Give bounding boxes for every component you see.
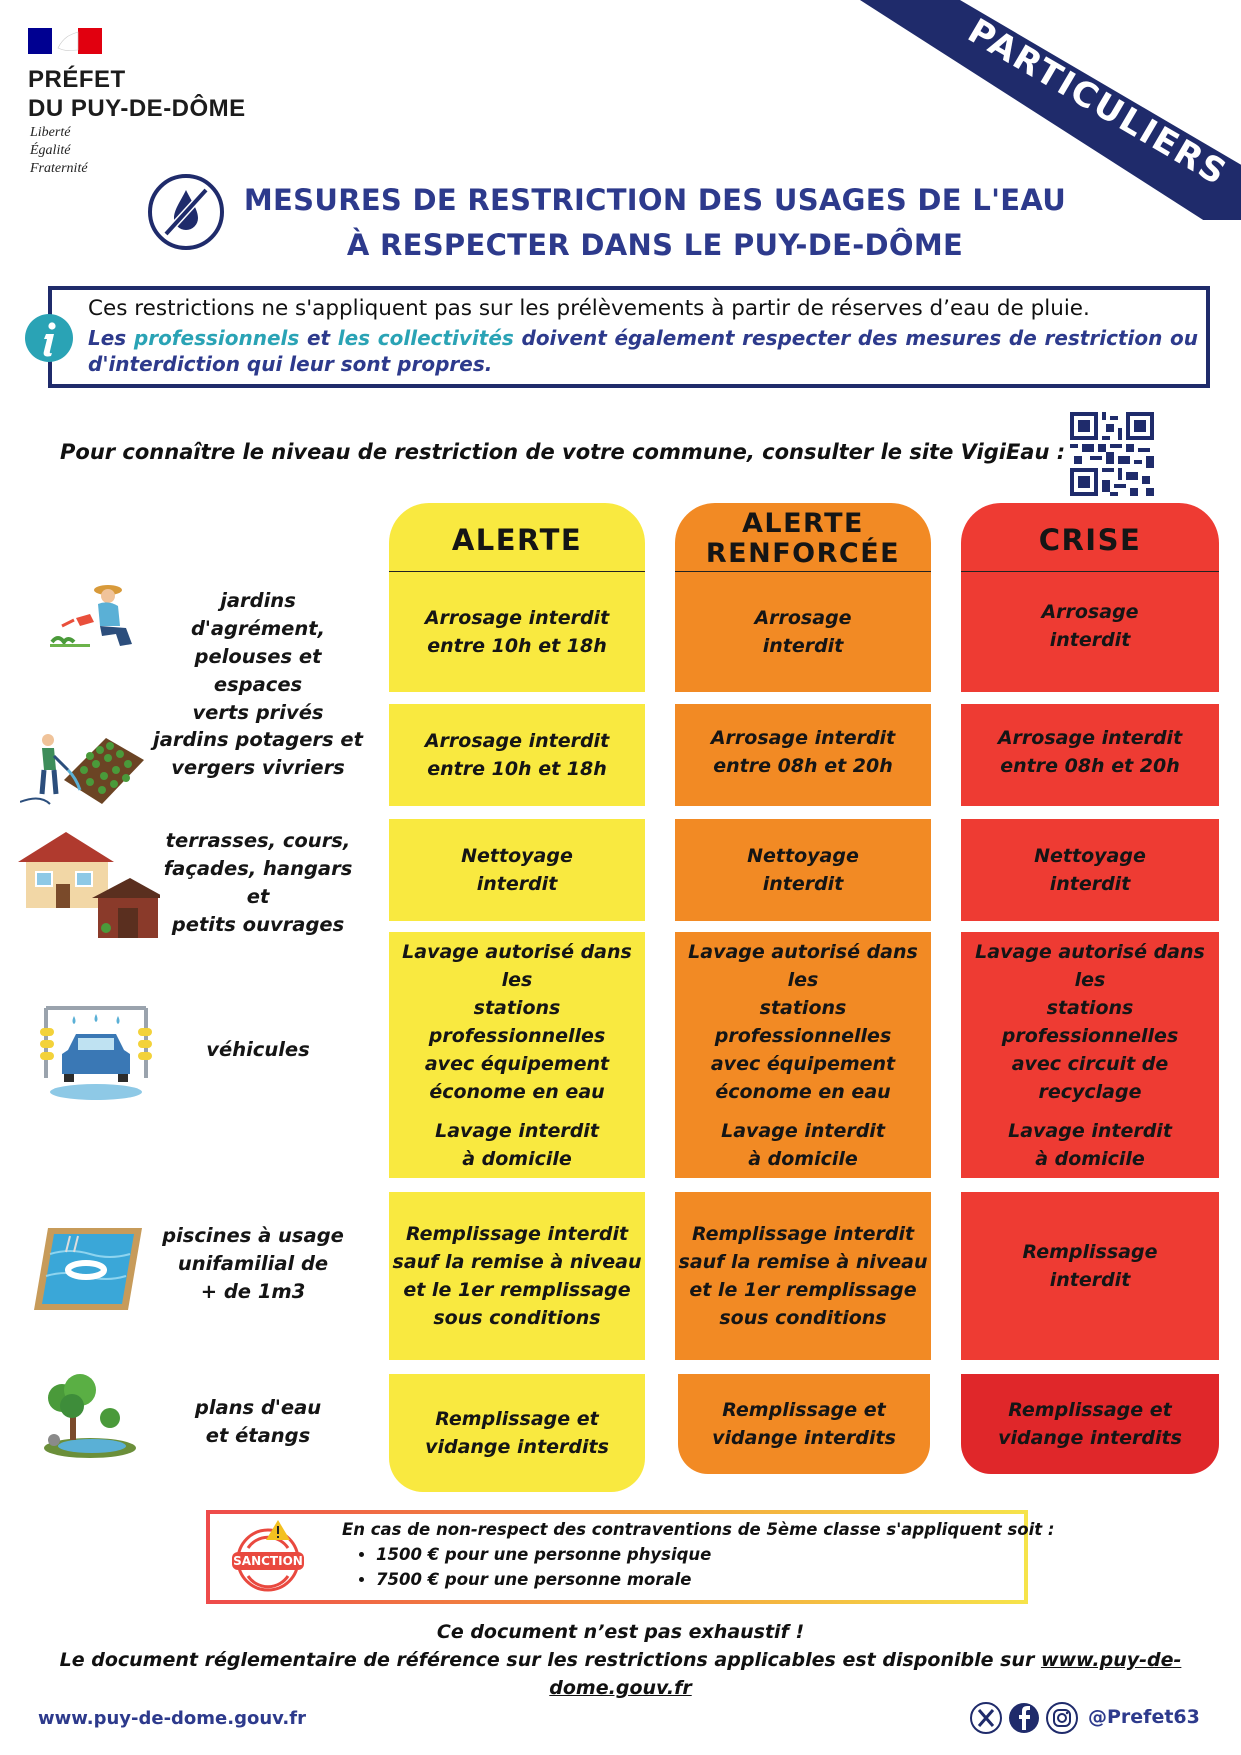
cell-line: économe en eau: [429, 1080, 605, 1103]
cell-crise-piscines: [961, 1192, 1219, 1360]
row-label-piscines: [140, 1222, 366, 1306]
row-label-line: unifamilial de: [177, 1252, 329, 1275]
car-wash-icon: [40, 1004, 152, 1104]
row-label-line: vergers vivriers: [171, 756, 345, 779]
footer-note: [0, 1618, 1241, 1702]
info-line1: Ces restrictions ne s'appliquent pas sur les prélèvements à partir de réserves d’eau de pluie.: [88, 296, 1090, 321]
row-label-line: piscines à usage: [162, 1224, 344, 1247]
cell-line: sauf la remise à niveau: [392, 1251, 642, 1273]
cell-crise-terrasses: [961, 819, 1219, 921]
cell-line: économe en eau: [715, 1080, 891, 1103]
row-label-vehicules: [150, 1036, 366, 1064]
prefet-line1: PRÉFET: [28, 66, 126, 93]
cell-alerte-plans-eau: [389, 1374, 645, 1492]
prefet-name: [28, 65, 246, 123]
cell-line: stations professionnelles: [428, 996, 606, 1047]
cell-line: interdit: [476, 873, 558, 895]
footer-reference-link[interactable]: www.puy-de-dome.gouv.fr: [549, 1649, 1182, 1699]
cell-alerte-jardins-agrement: [389, 572, 645, 692]
cell-line: avec circuit de recyclage: [1011, 1052, 1169, 1103]
row-label-line: terrasses, cours,: [165, 829, 351, 852]
cell-line: Lavage autorisé dans les: [402, 940, 632, 991]
info-line2-a: Les: [88, 326, 134, 350]
cell-crise-jardins-potagers: [961, 704, 1219, 806]
info-line2-e: doivent également respecter des mesures de restriction ou: [513, 326, 1198, 350]
instagram-icon[interactable]: [1047, 1703, 1077, 1733]
cell-line: stations professionnelles: [714, 996, 892, 1047]
cell-line: interdit: [762, 635, 844, 657]
cell-line: Arrosage interdit: [424, 730, 610, 752]
cell-line: Arrosage: [1041, 601, 1139, 623]
cell-line: vidange interdits: [712, 1427, 896, 1449]
row-label-line: petits ouvrages: [171, 913, 345, 936]
cell-line: Remplissage interdit: [405, 1223, 629, 1245]
cell-line: entre 08h et 20h: [713, 755, 893, 777]
column-title-crise-text: CRISE: [1038, 523, 1142, 557]
cell-line: Arrosage interdit: [424, 607, 610, 629]
title-line1: MESURES DE RESTRICTION DES USAGES DE L'EAU: [243, 183, 1067, 217]
pool-icon: [30, 1224, 146, 1314]
row-label-line: jardins d'agrément,: [190, 589, 326, 640]
row-label-line: façades, hangars et: [163, 857, 353, 908]
no-water-icon: [146, 172, 226, 252]
sanction-item: • 1500 € pour une personne physique: [376, 1542, 1055, 1567]
cell-line: Lavage autorisé dans les: [975, 940, 1205, 991]
cell-line: stations professionnelles: [1001, 996, 1179, 1047]
cell-line: Arrosage interdit: [997, 727, 1183, 749]
cell-line: Arrosage interdit: [710, 727, 896, 749]
devise-liberte: Liberté: [30, 125, 71, 140]
footer-note-line1: Ce document n’est pas exhaustif !: [436, 1621, 805, 1643]
title-line2: À RESPECTER DANS LE PUY-DE-DÔME: [346, 228, 964, 262]
cell-line: entre 10h et 18h: [427, 635, 607, 657]
cell-line: Nettoyage: [461, 845, 573, 867]
cell-crise-plans-eau: [961, 1374, 1219, 1474]
column-title-alerte: [389, 523, 645, 557]
cell-bottom: [721, 1117, 885, 1173]
cell-renforcee-piscines: [675, 1192, 931, 1360]
row-label-line: + de 1m3: [200, 1280, 306, 1303]
cell-line: Arrosage: [754, 607, 852, 629]
cell-alerte-terrasses: [389, 819, 645, 921]
cell-line: à domicile: [462, 1147, 572, 1170]
devise-egalite: Égalité: [30, 143, 71, 158]
cell-line: interdit: [1049, 873, 1131, 895]
row-label-terrasses: [150, 827, 366, 939]
row-label-jardins-potagers: [150, 726, 366, 782]
cell-line: avec équipement: [710, 1052, 896, 1075]
banner-text: PARTICULIERS: [960, 11, 1235, 194]
cell-alerte-vehicules: [389, 932, 645, 1178]
row-label-line: pelouses et espaces: [194, 645, 322, 696]
cell-line: Lavage interdit: [435, 1119, 599, 1142]
cell-line: sous conditions: [433, 1307, 601, 1329]
republique-francaise-logo: [28, 28, 102, 54]
cell-line: Remplissage: [1022, 1241, 1158, 1263]
cell-line: Nettoyage: [1034, 845, 1146, 867]
row-label-line: verts privés: [192, 701, 324, 724]
vegetable-garden-icon: [20, 730, 144, 812]
cell-line: Lavage autorisé dans les: [688, 940, 918, 991]
cell-line: Nettoyage: [747, 845, 859, 867]
devise: [30, 124, 88, 178]
cell-bottom: [1008, 1117, 1172, 1173]
cell-line: Remplissage et: [435, 1408, 599, 1430]
cell-crise-jardins-agrement: [961, 572, 1219, 692]
cell-renforcee-vehicules: [675, 932, 931, 1178]
cell-renforcee-jardins-agrement: [675, 572, 931, 692]
gardener-icon: [48, 580, 138, 658]
facebook-icon[interactable]: [1009, 1703, 1039, 1733]
qr-code-icon[interactable]: [1070, 412, 1154, 496]
column-title-crise: [961, 523, 1219, 557]
cell-bottom: [435, 1117, 599, 1173]
cell-top: [389, 938, 645, 1106]
sanction-intro: En cas de non-respect des contraventions de 5ème classe s'appliquent soit :: [342, 1520, 1055, 1539]
cell-line: avec équipement: [424, 1052, 610, 1075]
cell-line: entre 10h et 18h: [427, 758, 607, 780]
row-label-line: véhicules: [206, 1038, 310, 1061]
cell-renforcee-terrasses: [675, 819, 931, 921]
cell-line: et le 1er remplissage: [403, 1279, 631, 1301]
devise-fraternite: Fraternité: [30, 161, 88, 176]
cell-line: Remplissage interdit: [691, 1223, 915, 1245]
cell-line: à domicile: [1035, 1147, 1145, 1170]
cell-alerte-piscines: [389, 1192, 645, 1360]
sanction-item: • 7500 € pour une personne morale: [376, 1567, 1055, 1592]
twitter-handle[interactable]: @Prefet63: [1088, 1706, 1200, 1728]
sanction-icon: [228, 1518, 308, 1592]
cell-line: sauf la remise à niveau: [678, 1251, 928, 1273]
column-title-alerte-text: ALERTE: [451, 523, 583, 557]
row-label-line: et étangs: [205, 1424, 311, 1447]
column-title-alerte-renforcee: [675, 509, 931, 569]
cell-alerte-jardins-potagers: [389, 704, 645, 806]
cell-line: interdit: [762, 873, 844, 895]
cell-line: Lavage interdit: [1008, 1119, 1172, 1142]
column-title-alerte-renforcee-line2: RENFORCÉE: [705, 538, 901, 569]
cell-top: [961, 938, 1219, 1106]
x-icon[interactable]: [971, 1703, 1001, 1733]
row-label-plans-eau: [150, 1394, 366, 1450]
row-label-line: jardins potagers et: [153, 728, 363, 751]
row-label-jardins-agrement: [150, 587, 366, 727]
cell-line: entre 08h et 20h: [1000, 755, 1180, 777]
sanction-badge-text: SANCTION: [233, 1554, 303, 1568]
info-icon: [24, 313, 74, 363]
sanction-text: [342, 1517, 1055, 1592]
info-line3: d'interdiction qui leur sont propres.: [88, 352, 493, 376]
cell-line: sous conditions: [719, 1307, 887, 1329]
cell-line: à domicile: [748, 1147, 858, 1170]
row-label-line: plans d'eau: [194, 1396, 322, 1419]
cell-line: vidange interdits: [998, 1427, 1182, 1449]
info-line2-c: et: [299, 326, 338, 350]
cell-renforcee-plans-eau: [678, 1374, 930, 1474]
page-title: [230, 178, 1080, 268]
cell-line: Remplissage et: [722, 1399, 886, 1421]
pond-icon: [40, 1372, 140, 1462]
cell-line: interdit: [1049, 629, 1131, 651]
info-professionnels: professionnels: [133, 326, 300, 350]
sanction-list: [342, 1542, 1055, 1592]
house-icon: [14, 828, 160, 940]
cell-line: Lavage interdit: [721, 1119, 885, 1142]
footer-note-line2: [0, 1646, 1241, 1702]
column-title-alerte-renforcee-line1: ALERTE: [742, 508, 864, 539]
footer-note-line2-text: Le document réglementaire de référence sur les restrictions applicables est disponible sur: [59, 1649, 1041, 1671]
vigieau-text: Pour connaître le niveau de restriction de votre commune, consulter le site VigiEau :: [60, 440, 1066, 464]
footer-site-link[interactable]: www.puy-de-dome.gouv.fr: [38, 1708, 306, 1729]
cell-renforcee-jardins-potagers: [675, 704, 931, 806]
cell-line: Remplissage et: [1008, 1399, 1172, 1421]
cell-line: vidange interdits: [425, 1436, 609, 1458]
cell-line: et le 1er remplissage: [689, 1279, 917, 1301]
cell-crise-vehicules: [961, 932, 1219, 1178]
cell-line: interdit: [1049, 1269, 1131, 1291]
prefet-line2: DU PUY-DE-DÔME: [28, 95, 246, 122]
cell-top: [675, 938, 931, 1106]
info-collectivites: les collectivités: [337, 326, 514, 350]
info-line2: [88, 326, 1198, 350]
